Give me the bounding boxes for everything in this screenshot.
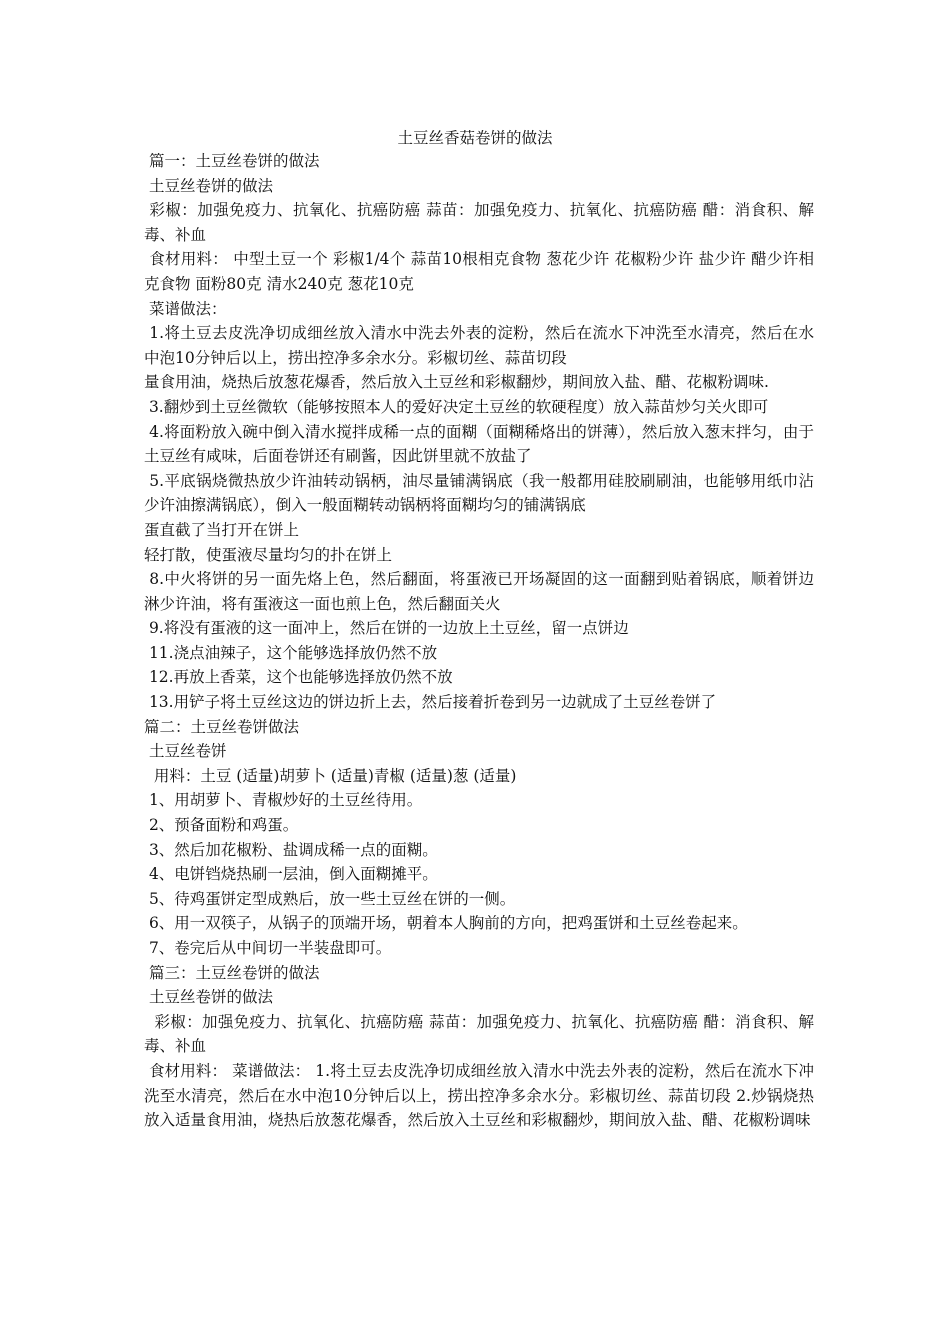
paragraph: 2、预备面粉和鸡蛋。 — [144, 816, 299, 835]
paragraph: 4.将面粉放入碗中倒入清水搅拌成稀一点的面糊（面糊稀烙出的饼薄），然后放入葱末拌匀，由于土豆丝有咸味，后面卷饼还有刷酱，因此饼里就不放盐了 — [144, 422, 814, 466]
paragraph: 食材用料： 菜谱做法： 1.将土豆去皮洗净切成细丝放入清水中洗去外表的淀粉，然后在流水下冲洗至水清亮，然后在水中泡10分钟后以上，捞出控净多余水分。彩椒切丝、蒜苗切段 2.炒锅烧热放入适量食用油，烧热后放葱花爆香，然后放入土豆丝和彩椒翻炒，期间放入盐、醋、花椒粉调味 — [144, 1061, 814, 1130]
paragraph: 篇二：土豆丝卷饼做法 — [144, 717, 300, 736]
paragraph: 彩椒：加强免疫力、抗氧化、抗癌防癌 蒜苗：加强免疫力、抗氧化、抗癌防癌 醋：消食积、解毒、补血 — [144, 1012, 814, 1056]
paragraph: 量食用油，烧热后放葱花爆香，然后放入土豆丝和彩椒翻炒，期间放入盐、醋、花椒粉调味. — [144, 373, 769, 392]
paragraph: 彩椒：加强免疫力、抗氧化、抗癌防癌 蒜苗：加强免疫力、抗氧化、抗癌防癌 醋：消食积、解毒、补血 — [144, 201, 814, 244]
paragraph: 土豆丝卷饼的做法 — [144, 176, 273, 195]
paragraph: 5、待鸡蛋饼定型成熟后，放一些土豆丝在饼的一侧。 — [144, 889, 516, 908]
paragraph: 土豆丝卷饼的做法 — [144, 988, 273, 1007]
document-title: 土豆丝香菇卷饼的做法 — [397, 129, 553, 147]
paragraph: 11.浇点油辣子，这个能够选择放仍然不放 — [144, 643, 438, 662]
paragraph: 7、卷完后从中间切一半装盘即可。 — [144, 939, 392, 957]
paragraph: 篇一：土豆丝卷饼的做法 — [144, 152, 320, 170]
paragraph: 8.中火将饼的另一面先烙上色，然后翻面，将蛋液已开场凝固的这一面翻到贴着锅底，顺着饼边淋少许油，将有蛋液这一面也煎上色，然后翻面关火 — [144, 570, 814, 613]
paragraph: 13.用铲子将土豆丝这边的饼边折上去，然后接着折卷到另一边就成了土豆丝卷饼了 — [144, 693, 717, 712]
paragraph: 12.再放上香菜，这个也能够选择放仍然不放 — [144, 668, 453, 687]
paragraph: 1、用胡萝卜、青椒炒好的土豆丝待用。 — [144, 791, 423, 810]
paragraph: 4、电饼铛烧热刷一层油，倒入面糊摊平。 — [144, 865, 438, 884]
paragraph: 6、用一双筷子，从锅子的顶端开场，朝着本人胸前的方向，把鸡蛋饼和土豆丝卷起来。 — [144, 914, 748, 933]
paragraph: 蛋直截了当打开在饼上 — [144, 520, 300, 539]
paragraph: 土豆丝卷饼 — [144, 742, 227, 761]
paragraph: 轻打散，使蛋液尽量均匀的扑在饼上 — [144, 545, 393, 564]
paragraph: 3.翻炒到土豆丝微软（能够按照本人的爱好决定土豆丝的软硬程度）放入蒜苗炒匀关火即可 — [144, 397, 769, 416]
paragraph: 菜谱做法： — [144, 299, 227, 318]
paragraph: 用料：土豆 (适量)胡萝卜 (适量)青椒 (适量)葱 (适量) — [144, 766, 517, 785]
paragraph: 3、然后加花椒粉、盐调成稀一点的面糊。 — [144, 840, 438, 859]
paragraph: 食材用料： 中型土豆一个 彩椒1/4个 蒜苗10根相克食物 葱花少许 花椒粉少许 盐少许 醋少许相克食物 面粉80克 清水240克 葱花10克 — [144, 250, 814, 293]
paragraph: 5.平底锅烧微热放少许油转动锅柄，油尽量铺满锅底（我一般都用硅胶刷刷油，也能够用纸巾沾少许油擦满锅底），倒入一般面糊转动锅柄将面糊均匀的铺满锅底 — [144, 471, 814, 515]
paragraph: 9.将没有蛋液的这一面冲上，然后在饼的一边放上土豆丝，留一点饼边 — [144, 619, 629, 638]
document-body — [144, 149, 814, 1133]
paragraph: 篇三：土豆丝卷饼的做法 — [144, 963, 320, 982]
paragraph: 1.将土豆去皮洗净切成细丝放入清水中洗去外表的淀粉，然后在流水下冲洗至水清亮，然后在水中泡10分钟后以上，捞出控净多余水分。彩椒切丝、蒜苗切段 — [144, 324, 814, 367]
